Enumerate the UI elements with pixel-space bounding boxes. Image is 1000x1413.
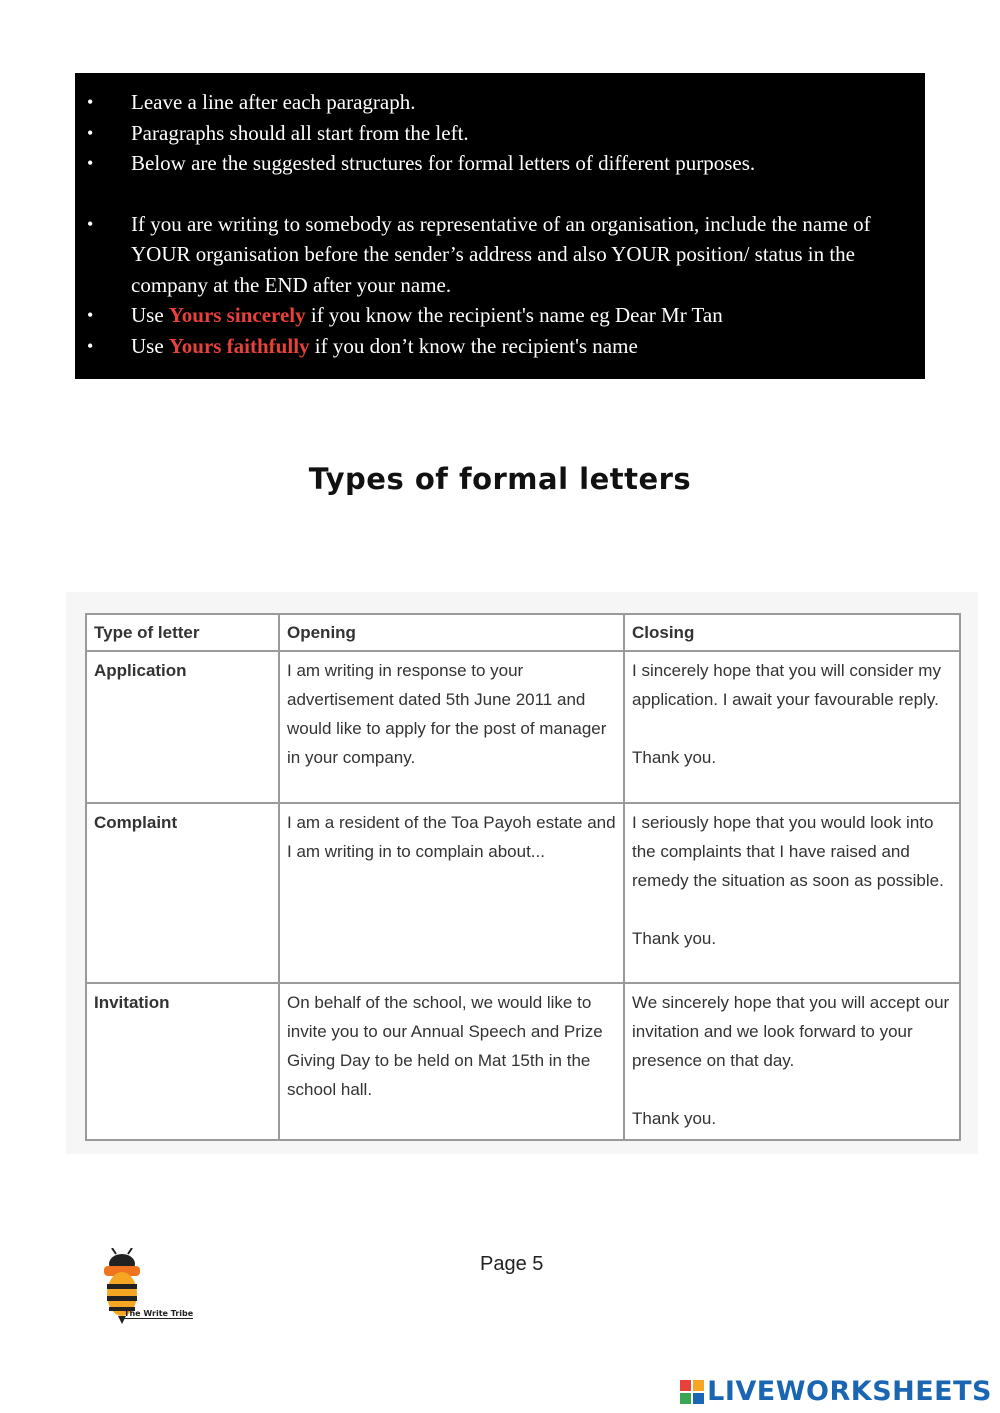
bullet-icon: • <box>87 335 94 356</box>
tip-item: • Paragraphs should all start from the left. <box>75 118 905 149</box>
table-header-row <box>86 614 960 651</box>
liveworksheets-logo-icon <box>680 1380 704 1404</box>
yours-faithfully-highlight: Yours faithfully <box>168 333 310 358</box>
tip-item: • Leave a line after each paragraph. <box>75 87 905 118</box>
cell-opening: I am a resident of the Toa Payoh estate and I am writing in to complain about... <box>279 803 624 983</box>
cell-type: Invitation <box>86 983 279 1140</box>
logo-text: The Write Tribe <box>124 1309 194 1318</box>
cell-closing <box>624 651 960 803</box>
thank-you-text: Thank you. <box>632 929 717 948</box>
cell-closing <box>624 983 960 1140</box>
page-title: Types of formal letters <box>308 462 692 496</box>
bullet-icon: • <box>87 305 94 325</box>
tip-item: • Use Yours sincerely if you know the recipient's name eg Dear Mr Tan <box>75 300 905 331</box>
tip-item: • If you are writing to somebody as representative of an organisation, include the name of YOUR organisation before the sender’s address and also YOUR position/ status in the company at the END after your name. <box>75 209 905 301</box>
cell-opening: I am writing in response to your advertisement dated 5th June 2011 and would like to apply for the post of manager in your company. <box>279 651 624 803</box>
header-closing: Closing <box>624 614 960 651</box>
thank-you-text: Thank you. <box>632 1109 717 1128</box>
bullet-icon: • <box>87 153 94 173</box>
bullet-icon: • <box>87 213 94 234</box>
table-row <box>86 983 960 1140</box>
tips-list <box>75 87 905 361</box>
tip-item: • Below are the suggested structures for formal letters of different purposes. <box>75 148 905 179</box>
bullet-icon: • <box>87 122 94 143</box>
closing-text: I sincerely hope that you will consider my application. I await your favourable reply. <box>632 661 941 709</box>
cell-opening: On behalf of the school, we would like to invite you to our Annual Speech and Prize Giving Day to be held on Mat 15th in the school hall. <box>279 983 624 1140</box>
tips-box <box>75 73 925 379</box>
liveworksheets-text: LIVEWORKSHEETS <box>707 1376 992 1407</box>
bullet-icon: • <box>87 92 94 112</box>
page-number: Page 5 <box>480 1253 544 1275</box>
tip-item: • Use Yours faithfully if you don’t know the recipient's name <box>75 331 905 362</box>
cell-type: Complaint <box>86 803 279 983</box>
yours-sincerely-highlight: Yours sincerely <box>168 303 306 327</box>
header-type: Type of letter <box>86 614 279 651</box>
table-row <box>86 803 960 983</box>
cell-type: Application <box>86 651 279 803</box>
closing-text: We sincerely hope that you will accept our invitation and we look forward to your presence on that day. <box>632 993 950 1070</box>
thank-you-text: Thank you. <box>632 748 717 767</box>
header-opening: Opening <box>279 614 624 651</box>
closing-text: I seriously hope that you would look into the complaints that I have raised and remedy the situation as soon as possible. <box>632 813 944 890</box>
cell-closing <box>624 803 960 983</box>
letters-table <box>85 613 961 1141</box>
liveworksheets-brand <box>680 1376 992 1407</box>
table-row <box>86 651 960 803</box>
letters-table-image <box>66 592 978 1154</box>
